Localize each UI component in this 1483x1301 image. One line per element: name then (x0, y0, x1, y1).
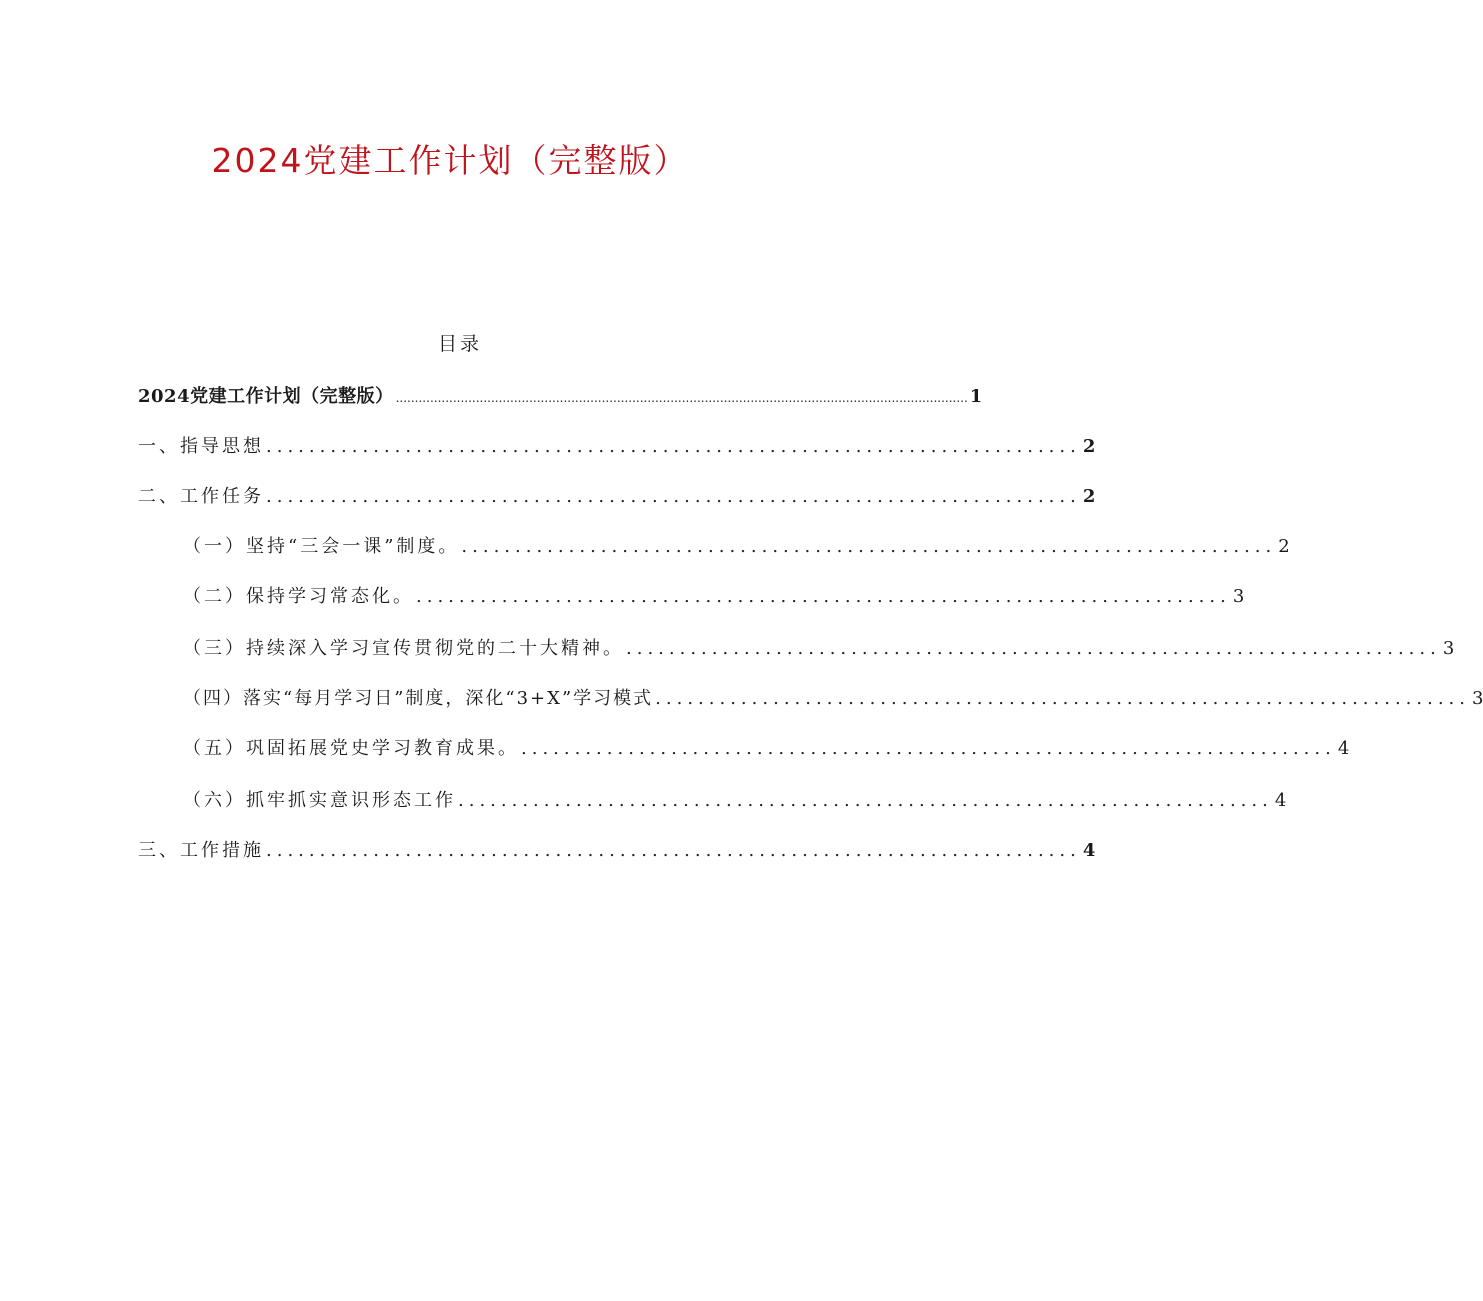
toc-leader-dots: ............................................................................ (626, 638, 1441, 659)
toc-entry-page: 4 (1274, 790, 1287, 811)
toc-entry-text: 三、工作措施 (138, 840, 264, 861)
toc-entry-task-2[interactable] (183, 582, 1245, 612)
toc-heading: 目录 (437, 333, 482, 355)
toc-entry-text: （四）落实“每月学习日”制度，深化“3+X”学习模式 (183, 688, 654, 709)
toc-entry-task-1[interactable] (183, 532, 1290, 562)
toc-entry-document-title[interactable] (138, 382, 983, 412)
toc-leader-dots: ............................................................................ (655, 688, 1471, 709)
toc-entry-guiding-ideology[interactable] (138, 432, 1096, 462)
toc-entry-text: （二）保持学习常态化。 (183, 586, 414, 607)
toc-entry-text: 二、工作任务 (138, 486, 264, 507)
toc-leader-dots: ............................................................................ (458, 790, 1273, 811)
toc-leader-dots: ............................................................................ (521, 738, 1336, 759)
toc-leader-dots: ............................................................................ (461, 536, 1277, 557)
toc-entry-page: 3 (1232, 586, 1245, 607)
toc-leader-dots: ............................................................................ (416, 586, 1231, 607)
toc-leader-dots: ...................................................................................................................................................... (395, 391, 968, 405)
toc-entry-text: （五）巩固拓展党史学习教育成果。 (183, 738, 519, 759)
toc-entry-task-3[interactable] (183, 634, 1455, 664)
toc-leader-dots: ............................................................................ (266, 436, 1081, 457)
toc-entry-text: 2024党建工作计划（完整版） (138, 386, 394, 407)
toc-entry-page: 2 (1082, 436, 1096, 457)
toc-entry-text: （一）坚持“三会一课”制度。 (183, 536, 460, 557)
toc-entry-page: 4 (1337, 738, 1350, 759)
toc-leader-dots: ............................................................................ (266, 486, 1081, 507)
toc-entry-page: 2 (1082, 486, 1096, 507)
toc-entry-task-4[interactable] (183, 684, 1483, 714)
toc-entry-work-tasks[interactable] (138, 482, 1096, 512)
toc-entry-page: 4 (1082, 840, 1096, 861)
toc-leader-dots: ............................................................................ (266, 840, 1081, 861)
toc-entry-text: （六）抓牢抓实意识形态工作 (183, 790, 456, 811)
toc-entry-page: 2 (1278, 536, 1290, 557)
toc-entry-page: 3 (1442, 638, 1455, 659)
toc-entry-text: 一、指导思想 (138, 436, 264, 457)
toc-entry-text: （三）持续深入学习宣传贯彻党的二十大精神。 (183, 638, 624, 659)
toc-entry-task-6[interactable] (183, 786, 1287, 816)
toc-entry-task-5[interactable] (183, 734, 1350, 764)
toc-entry-work-measures[interactable] (138, 836, 1096, 866)
document-title: 2024党建工作计划（完整版） (211, 141, 689, 180)
toc-entry-page: 3 (1472, 688, 1483, 709)
toc-entry-page: 1 (969, 386, 983, 407)
